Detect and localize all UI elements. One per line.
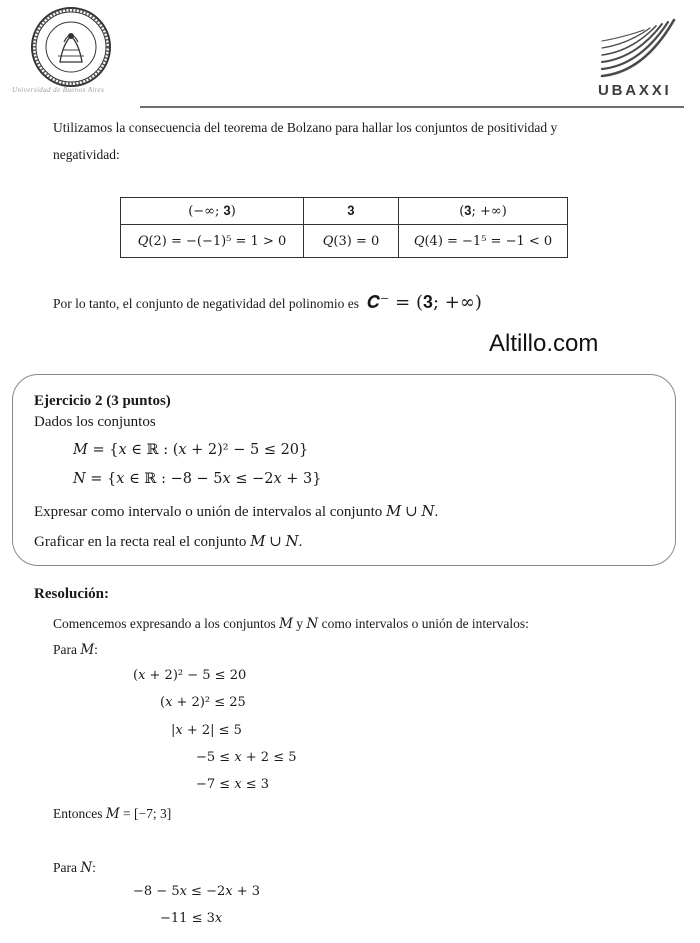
- exercise-task-1: Expresar como intervalo o unión de intervalos al conjunto 𝑀 ∪ 𝑁.: [34, 504, 439, 520]
- sign-table-header: (𝟑; +∞): [399, 198, 568, 225]
- step-m: (𝑥 + 2)² ≤ 25: [160, 695, 246, 710]
- sign-table-cell: 𝑄(2) = −(−1)⁵ = 1 > 0: [121, 225, 304, 258]
- intro-line-1: Utilizamos la consecuencia del teorema de Bolzano para hallar los conjuntos de positividad y: [53, 120, 558, 135]
- set-n-definition: 𝑁 = {𝑥 ∈ ℝ : −8 − 5𝑥 ≤ −2𝑥 + 3}: [73, 471, 322, 487]
- exercise-given: Dados los conjuntos: [34, 414, 156, 430]
- resolution-title: Resolución:: [34, 586, 109, 602]
- sign-table-header: 𝟑: [304, 198, 399, 225]
- sign-table: [120, 197, 568, 258]
- step-n: −8 − 5𝑥 ≤ −2𝑥 + 3: [133, 884, 261, 899]
- step-m: |𝑥 + 2| ≤ 5: [171, 723, 242, 738]
- exercise-task-2: Graficar en la recta real el conjunto 𝑀 ∪ 𝑁.: [34, 534, 303, 550]
- sign-table-row: [121, 225, 568, 258]
- watermark: Altillo.com: [489, 330, 599, 357]
- sign-table-cell: 𝑄(3) = 0: [304, 225, 399, 258]
- intro-line-2: negatividad:: [53, 147, 120, 162]
- exercise-title: Ejercicio 2 (3 puntos): [34, 393, 171, 409]
- step-m: (𝑥 + 2)² − 5 ≤ 20: [133, 668, 247, 683]
- university-seal: [30, 6, 112, 88]
- resolution-intro: Comencemos expresando a los conjuntos 𝑀 y 𝑁 como intervalos o unión de intervalos:: [53, 616, 529, 631]
- step-n: −11 ≤ 3𝑥: [160, 911, 223, 926]
- conclusion-math: 𝑪⁻ = (𝟑; +∞): [366, 292, 482, 313]
- header-divider: [140, 106, 684, 108]
- seal-caption: Universidad de Buenos Aires: [12, 86, 105, 94]
- step-m: −7 ≤ 𝑥 ≤ 3: [196, 777, 270, 792]
- sign-table-header-row: [121, 198, 568, 225]
- para-n-label: Para 𝑁:: [53, 860, 96, 875]
- sign-table-header: (−∞; 𝟑): [121, 198, 304, 225]
- then-m: Entonces 𝑀 = [−7; 3]: [53, 806, 172, 821]
- conclusion: [53, 292, 482, 314]
- brand-name: UBAXXI: [598, 82, 672, 99]
- ubaxxi-logo-icon: [596, 14, 680, 80]
- para-m-label: Para 𝑀:: [53, 642, 98, 657]
- sign-table-cell: 𝑄(4) = −1⁵ = −1 < 0: [399, 225, 568, 258]
- step-m: −5 ≤ 𝑥 + 2 ≤ 5: [196, 750, 297, 765]
- conclusion-text: Por lo tanto, el conjunto de negatividad del polinomio es: [53, 296, 359, 311]
- set-m-definition: 𝑀 = {𝑥 ∈ ℝ : (𝑥 + 2)² − 5 ≤ 20}: [73, 442, 309, 458]
